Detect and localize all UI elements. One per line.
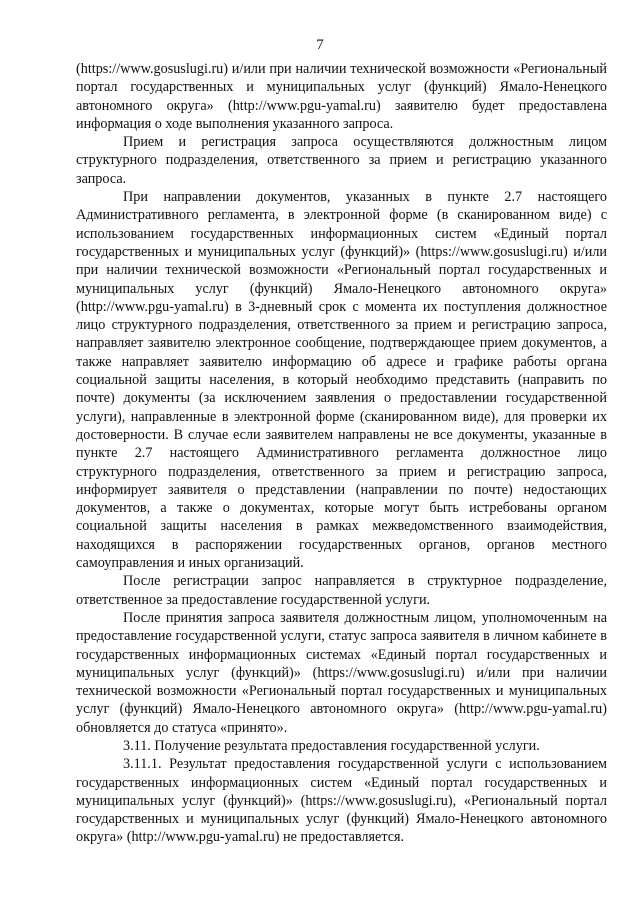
- paragraph-request-forwarding: После регистрации запрос направляется в структурное подразделение, ответственное за предоставление государственной услуги.: [76, 573, 607, 608]
- section-heading-3-11: 3.11. Получение результата предоставления государственной услуги.: [123, 737, 540, 754]
- document-body: [76, 60, 607, 847]
- paragraph-request-registration: Прием и регистрация запроса осуществляются должностным лицом структурного подразделения, ответственного за прием и регистрацию указанного запроса.: [76, 134, 607, 187]
- paragraph-3-11-1: 3.11.1. Результат предоставления государственной услуги с использованием государственных информационных систем «Единый портал государственных и муниципальных услуг (функций)» (https://www.gosuslugi.ru), «Региональный портал государственных и муниципальных услуг (функций) Ямало-Ненецкого автономного округа» (http://www.pgu-yamal.ru) не предоставляется.: [76, 756, 607, 846]
- paragraph-electronic-documents: При направлении документов, указанных в пункте 2.7 настоящего Административного регламента, в электронной форме (в сканированном виде) с использованием государственных информационных систем «Единый портал государственных и муниципальных услуг (функций)» (https://www.gosuslugi.ru) и/или при наличии технической возможности «Региональный портал государственных и муниципальных услуг (функций) Ямало-Ненецкого автономного округа» (http://www.pgu-yamal.ru) в 3-дневный срок с момента их поступления должностное лицо структурного подразделения, ответственного за прием и регистрацию запроса, направляет заявителю электронное сообщение, подтверждающее прием документов, а также направляет заявителю информацию об адресе и графике работы органа социальной защиты населения, в который необходимо представить (направить по почте) документы (за исключением заявления о предоставлении государственной услуги), направленные в электронной форме (сканированном виде), для проверки их достоверности. В случае если заявителем направлены не все документы, указанные в пункте 2.7 настоящего Административного регламента должностное лицо структурного подразделения, ответственного за прием и регистрацию запроса, информирует заявителя о представлении (направлении по почте) недостающих документов, а также о документах, которые могут быть истребованы органом социальной защиты населения в рамках межведомственного взаимодействия, находящихся в распоряжении государственных органов, органов местного самоуправления и иных организаций.: [76, 189, 607, 572]
- paragraph-continuation: (https://www.gosuslugi.ru) и/или при наличии технической возможности «Региональный портал государственных и муниципальных услуг (функций) Ямало-Ненецкого автономного округа» (http://www.pgu-yamal.ru) заявителю будет предоставлена информация о ходе выполнения указанного запроса.: [76, 61, 607, 132]
- paragraph-status-update: После принятия запроса заявителя должностным лицом, уполномоченным на предоставление государственной услуги, статус запроса заявителя в личном кабинете в государственных информационных системах «Единый портал государственных и муниципальных услуг (функций)» (https://www.gosuslugi.ru) и/или при наличии технической возможности «Региональный портал государственных и муниципальных услуг (функций) Ямало-Ненецкого автономного округа» (http://www.pgu-yamal.ru) обновляется до статуса «принято».: [76, 609, 607, 736]
- page-number: 7: [316, 37, 324, 53]
